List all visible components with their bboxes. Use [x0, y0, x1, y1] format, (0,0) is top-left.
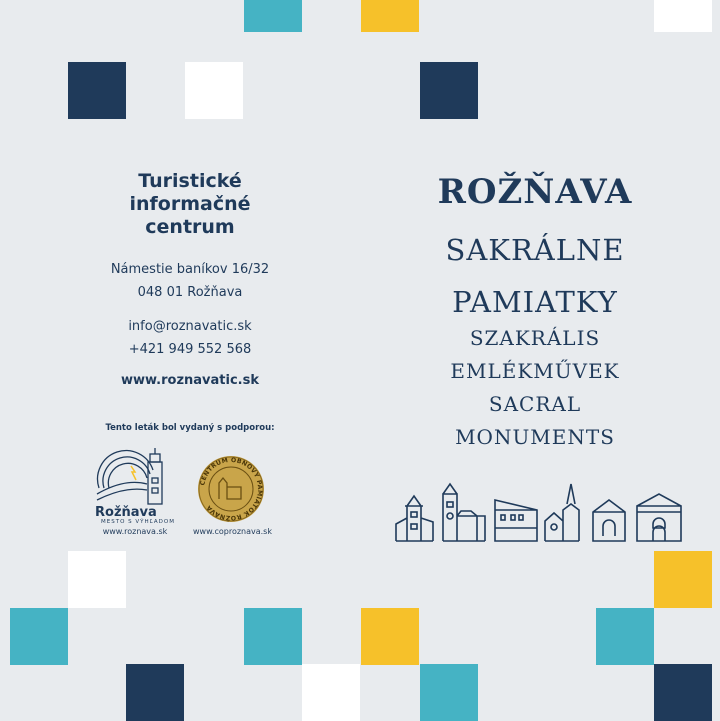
roznava-url[interactable]: www.roznava.sk — [102, 527, 168, 536]
translation-en: MONUMENTS — [455, 425, 615, 449]
contact — [60, 315, 320, 361]
city: 048 01 Rožňava — [137, 285, 243, 300]
cop-roznava-seal — [197, 455, 265, 523]
title-line: centrum — [145, 216, 235, 238]
translation-en: SACRAL — [488, 392, 582, 416]
address — [60, 258, 320, 304]
subtitle-line: PAMIATKY — [452, 285, 618, 319]
subtitle-line: SAKRÁLNE — [445, 233, 625, 267]
buildings-illustration — [393, 480, 685, 544]
translation-hu: SZAKRÁLIS — [469, 326, 601, 350]
subtitle — [395, 224, 675, 328]
info-center-title — [60, 170, 320, 239]
main-title: ROŽŇAVA — [437, 172, 633, 212]
roznava-logo-tagline: MESTO S VÝHĽADOM — [101, 519, 175, 525]
website-link[interactable]: www.roznavatic.sk — [120, 373, 260, 388]
roznava-logo-name: Rožňava — [95, 505, 157, 520]
title-line: informačné — [129, 193, 251, 215]
title-line: Turistické — [138, 170, 242, 192]
cop-url[interactable]: www.coproznava.sk — [193, 527, 272, 536]
translations — [395, 322, 675, 454]
seal-ring-textpath: CENTRUM OBNOVY PAMIATOK ROŽŇAVA — [199, 456, 264, 522]
roznava-city-logo — [95, 448, 175, 510]
email-link[interactable]: info@roznavatic.sk — [128, 319, 252, 334]
street: Námestie baníkov 16/32 — [110, 262, 270, 277]
phone-number[interactable]: +421 949 552 568 — [128, 342, 252, 357]
translation-hu: EMLÉKMŰVEK — [450, 359, 620, 383]
support-text: Tento leták bol vydaný s podporou: — [105, 423, 275, 433]
